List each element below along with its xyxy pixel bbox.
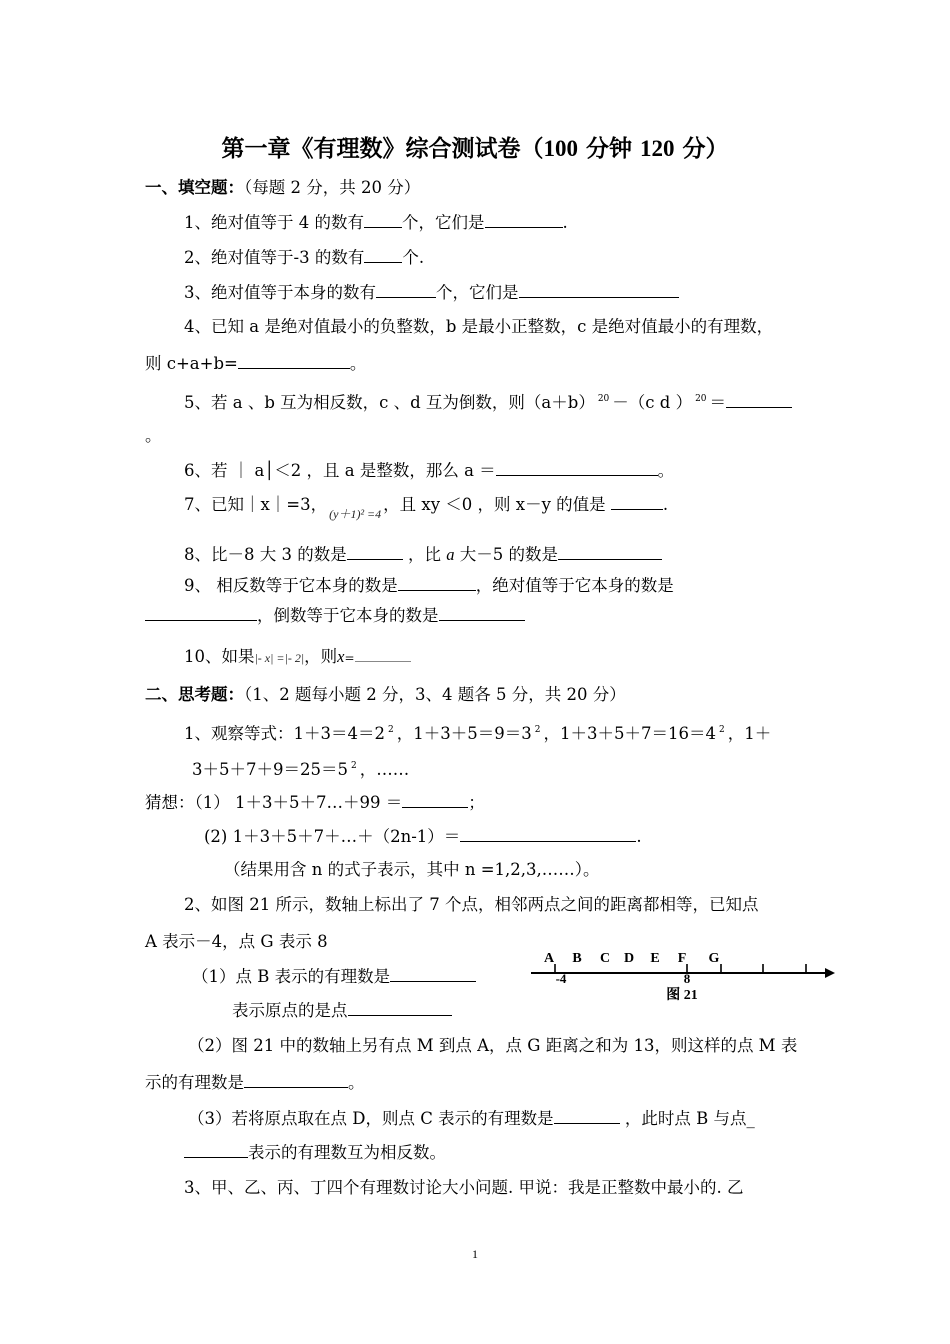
problem-1-line2 (192, 755, 409, 781)
q5-blank[interactable] (726, 391, 792, 408)
p2-sub2-line2-b: 。 (348, 1073, 365, 1092)
q4-line2-b: 。 (349, 354, 367, 373)
q10-text-a: 10、如果 (184, 647, 255, 666)
q7-blank[interactable] (611, 493, 663, 510)
number-line-figure (525, 940, 845, 1006)
question-4-line2 (145, 352, 366, 375)
number-line-arrow-icon (825, 968, 835, 978)
section1-header (145, 177, 420, 199)
question-2 (184, 246, 424, 269)
q5-line2: 。 (145, 426, 162, 445)
problem-2-sub2-line1 (188, 1035, 797, 1057)
section1-note: （每题 2 分，共 20 分） (244, 178, 421, 197)
p2-sub2-blank[interactable] (244, 1071, 348, 1088)
problem-3-line1 (184, 1177, 743, 1199)
point-label-f: F (677, 951, 687, 966)
question-6 (184, 459, 674, 482)
section1-heading: 一、填空题： (145, 178, 244, 197)
value-label-f: 8 (683, 971, 691, 986)
q1-blank-2[interactable] (485, 211, 563, 228)
q7-text-b: ，且 xy ＜0 ，则 x－y 的值是 (383, 495, 606, 514)
section2-header (145, 684, 626, 706)
q10-equation: |- x| =|- 2| (254, 651, 305, 665)
q8-text-c: 大－5 的数是 (454, 545, 558, 564)
q3-blank-1[interactable] (376, 281, 436, 298)
p1-exponent-a: 2 (388, 725, 394, 735)
problem-1-guess-2 (204, 825, 642, 848)
q4-line1: 4、已知 a 是绝对值最小的负整数，b 是最小正整数，c 是绝对值最小的有理数， (184, 317, 774, 336)
q10-text-c: = (344, 651, 355, 665)
number-line-point-labels (544, 951, 720, 966)
q7-equation: (y＋1)² =4 (329, 507, 382, 521)
problem-2-line2 (145, 931, 328, 953)
q6-text-a: 6、若 ｜ a│＜2 ，且 a 是整数，那么 a ＝ (184, 461, 496, 480)
page-number: 1 (472, 1247, 478, 1261)
p1-exponent-c: 2 (718, 725, 725, 735)
p3-line1: 3、甲、乙、丙、丁四个有理数讨论大小问题. 甲说：我是正整数中最小的. 乙 (184, 1178, 744, 1197)
p1-note: （结果用含 n 的式子表示，其中 n =1,2,3,……）。 (224, 860, 600, 879)
q8-blank-2[interactable] (558, 543, 662, 560)
title-minutes-unit: 分钟 (577, 135, 640, 162)
problem-2-sub1 (192, 965, 476, 988)
section2-heading: 二、思考题： (145, 685, 244, 704)
p1-guess-1-end: ； (468, 793, 485, 812)
title-minutes: 100 (543, 136, 578, 161)
p2-sub3-line2-b: 表示的有理数互为相反数。 (248, 1143, 446, 1162)
p2-sub1-blank-2[interactable] (348, 999, 452, 1016)
question-1 (184, 211, 568, 234)
p2-sub3-line1-b: ，此时点 B 与点_ (624, 1109, 755, 1128)
p1-line1-a: 1、观察等式：1＋3＝4＝2 (184, 724, 385, 743)
q2-text-a: 2、绝对值等于-3 的数有 (184, 248, 365, 267)
q9-blank-2[interactable] (145, 604, 257, 621)
q10-text-b: ，则 (304, 647, 338, 666)
problem-1-note (224, 859, 600, 881)
point-label-b: B (572, 951, 582, 966)
p2-sub3-blank-2[interactable] (184, 1141, 248, 1158)
p2-sub1-text: （1）点 B 表示的有理数是 (192, 967, 391, 986)
q8-text-a: 8、比－8 大 3 的数是 (184, 545, 347, 564)
title-score-unit: 分） (674, 135, 729, 162)
problem-2-sub3-line2 (184, 1141, 446, 1164)
question-7 (184, 493, 668, 525)
p1-exponent-b: 2 (534, 725, 541, 735)
q4-line2-a: 则 c+a+b= (145, 354, 238, 373)
point-label-e: E (650, 951, 660, 966)
p1-guess-2-end: . (636, 827, 642, 846)
q4-blank[interactable] (238, 352, 350, 369)
p1-guess-2-blank[interactable] (460, 825, 636, 842)
point-label-d: D (623, 951, 635, 966)
q2-blank[interactable] (364, 246, 402, 263)
problem-1-line1 (184, 719, 771, 745)
q1-text-c: . (562, 213, 568, 232)
q8-text-b: ，比 (407, 545, 447, 564)
p1-line2-b: ，…… (359, 760, 410, 779)
q9-line1-a: 9、 相反数等于它本身的数是 (184, 576, 398, 595)
problem-2-sub2-line2 (145, 1071, 365, 1094)
q5-text-b: －（c d ） (612, 393, 693, 412)
q5-text-a: 5、若 a 、b 互为相反数，c 、d 互为倒数，则（a＋b） (184, 393, 595, 412)
q5-exponent-2: 20 (695, 394, 707, 404)
q6-blank[interactable] (496, 459, 658, 476)
q8-blank-1[interactable] (347, 543, 403, 560)
question-5-line2 (145, 425, 162, 447)
p2-sub3-blank-1[interactable] (554, 1107, 620, 1124)
q9-line1-b: ，绝对值等于它本身的数是 (475, 576, 674, 595)
q1-blank-1[interactable] (364, 211, 402, 228)
q3-text-b: 个，它们是 (436, 283, 519, 302)
p2-sub1-blank-1[interactable] (390, 965, 476, 982)
problem-2-line1 (184, 894, 758, 916)
question-9-line1 (184, 574, 674, 597)
problem-2-sub1-b (232, 999, 452, 1022)
q3-blank-2[interactable] (519, 281, 679, 298)
p1-line1-c: ，1＋3＋5＋7＝16＝4 (543, 724, 716, 743)
question-10 (184, 646, 411, 669)
p2-sub2-line2-a: 示的有理数是 (145, 1073, 244, 1092)
question-3 (184, 281, 679, 304)
p2-line1: 2、如图 21 所示，数轴上标出了 7 个点，相邻两点之间的距离都相等，已知点 (184, 895, 759, 914)
p2-sub1-b-text: 表示原点的是点 (232, 1001, 348, 1020)
q3-text-a: 3、绝对值等于本身的数有 (184, 283, 376, 302)
problem-1-guess-1 (145, 791, 485, 814)
q5-exponent-1: 20 (597, 394, 610, 404)
q9-blank-3[interactable] (439, 604, 525, 621)
title-paren-open: （ (520, 135, 544, 162)
p2-line2: A 表示－4，点 G 表示 8 (145, 932, 328, 951)
point-label-g: G (708, 951, 720, 966)
title-main: 第一章《有理数》综合测试卷 (221, 135, 521, 162)
p1-line1-b: ，1＋3＋5＝9＝3 (396, 724, 532, 743)
figure-caption: 图 21 (666, 988, 698, 1003)
question-5 (184, 388, 792, 414)
q7-text-c: . (662, 495, 669, 514)
point-label-a: A (543, 951, 555, 966)
p1-guess-1-text: 猜想：（1） 1＋3＋5＋7…＋99 ＝ (145, 793, 403, 812)
q10-blank[interactable] (355, 651, 411, 662)
question-4-line1 (184, 316, 773, 338)
q5-text-c: ＝ (709, 393, 727, 412)
q1-text-a: 1、绝对值等于 4 的数有 (184, 213, 364, 232)
q9-blank-1[interactable] (398, 574, 476, 591)
section2-note: （1、2 题每小题 2 分，3、4 题各 5 分，共 20 分） (244, 685, 626, 704)
question-8 (184, 543, 662, 566)
point-label-c: C (599, 951, 611, 966)
question-9-line2 (145, 604, 525, 627)
page-title (0, 134, 950, 164)
p1-exponent-d: 2 (351, 761, 357, 771)
q8-variable: a (446, 545, 455, 564)
problem-2-sub3-line1 (188, 1107, 755, 1130)
p2-sub2-line1: （2）图 21 中的数轴上另有点 M 到点 A，点 G 距离之和为 13，则这样的点 M 表 (188, 1036, 798, 1055)
p1-line2-a: 3＋5＋7＋9＝25＝5 (192, 760, 348, 779)
value-label-a: -4 (555, 971, 567, 986)
p2-sub3-line1-a: （3）若将原点取在点 D，则点 C 表示的有理数是 (188, 1109, 554, 1128)
title-score: 120 (640, 136, 675, 161)
p1-line1-d: ，1＋ (727, 724, 772, 743)
p1-guess-2-text: (2) 1＋3＋5＋7＋…＋（2n-1）＝ (204, 827, 461, 846)
q7-text-a: 7、已知｜x｜=3， (184, 495, 328, 514)
q9-line2-b: ，倒数等于它本身的数是 (257, 606, 439, 625)
q6-text-b: 。 (657, 461, 675, 480)
q1-text-b: 个，它们是 (402, 213, 485, 232)
p1-guess-1-blank[interactable] (402, 791, 468, 808)
q2-text-b: 个. (402, 248, 425, 267)
q10-variable: x (337, 647, 345, 666)
